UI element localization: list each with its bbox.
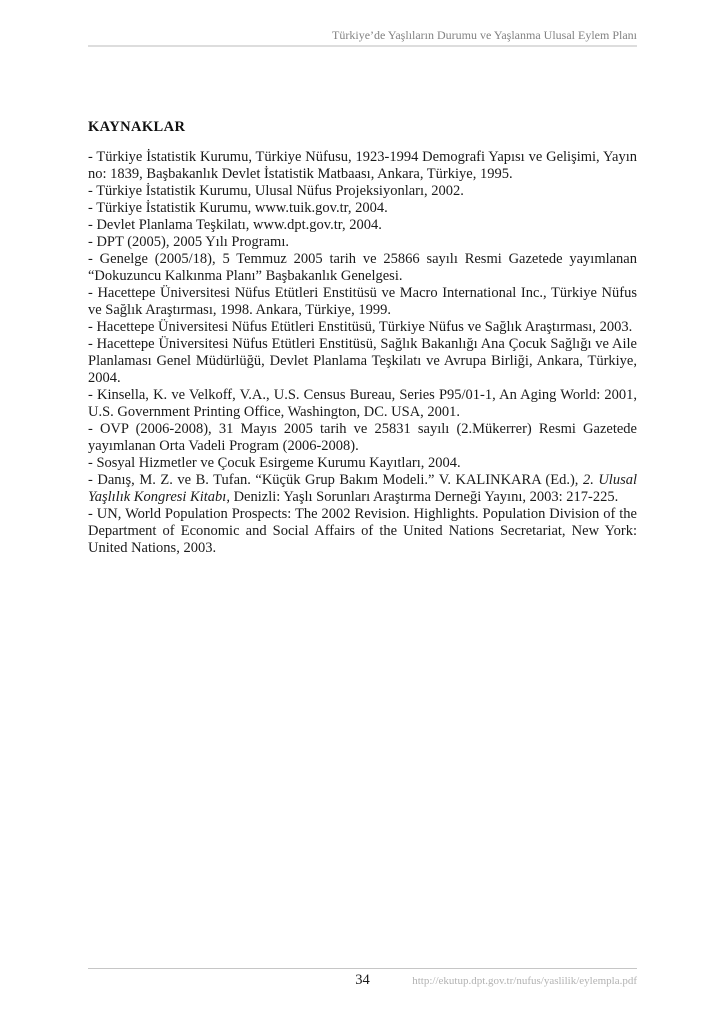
page-header (88, 28, 637, 47)
reference-text: - Hacettepe Üniversitesi Nüfus Etütleri Enstitüsü, Türkiye Nüfus ve Sağlık Araştırması, 2003. (88, 319, 633, 335)
references-section (88, 119, 637, 557)
reference-entry (88, 183, 637, 200)
reference-text-italic: 2. Ulusal Yaşlılık Kongresi Kitabı, (88, 472, 638, 505)
reference-text: - Hacettepe Üniversitesi Nüfus Etütleri Enstitüsü, Sağlık Bakanlığı Ana Çocuk Sağlığı ve Aile Planlaması Genel Müdürlüğü, Devlet Planlama Teşkilatı ve Avrupa Birliği, Ankara, Türkiye, 2004. (88, 336, 637, 386)
reference-entry (88, 421, 637, 455)
reference-entry (88, 200, 637, 217)
reference-entry (88, 387, 637, 421)
reference-text: - Kinsella, K. ve Velkoff, V.A., U.S. Census Bureau, Series P95/01-1, An Aging World: 2001, U.S. Government Printing Office, Washington, DC. USA, 2001. (88, 387, 637, 420)
running-title: Türkiye’de Yaşlıların Durumu ve Yaşlanma Ulusal Eylem Planı (332, 28, 637, 42)
reference-text: Denizli: Yaşlı Sorunları Araştırma Derneği Yayını, 2003: 217-225. (229, 489, 619, 505)
reference-entry (88, 472, 637, 506)
reference-entry (88, 217, 637, 234)
reference-text: - Hacettepe Üniversitesi Nüfus Etütleri Enstitüsü ve Macro International Inc., Türkiye Nüfus ve Sağlık Araştırması, 1998. Ankara, Türkiye, 1999. (88, 285, 637, 318)
source-url: http://ekutup.dpt.gov.tr/nufus/yaslilik/eylempla.pdf (412, 975, 637, 987)
reference-entry (88, 455, 637, 472)
page-footer (88, 968, 637, 989)
reference-text: - Devlet Planlama Teşkilatı, www.dpt.gov.tr, 2004. (88, 217, 382, 233)
reference-text: - Türkiye İstatistik Kurumu, Türkiye Nüfusu, 1923-1994 Demografi Yapısı ve Gelişimi, Yayın no: 1839, Başbakanlık Devlet İstatistik Matbaası, Ankara, Türkiye, 1995. (88, 149, 637, 182)
reference-entry (88, 234, 637, 251)
reference-text: - UN, World Population Prospects: The 2002 Revision. Highlights. Population Division of the Department of Economic and Social Affairs of the United Nations Secretariat, New York: United Nations, 2003. (88, 506, 637, 556)
reference-entry (88, 506, 637, 557)
reference-text: - Türkiye İstatistik Kurumu, www.tuik.gov.tr, 2004. (88, 200, 388, 216)
reference-entry (88, 319, 637, 336)
reference-text: - DPT (2005), 2005 Yılı Programı. (88, 234, 289, 250)
reference-text: - Danış, M. Z. ve B. Tufan. “Küçük Grup Bakım Modeli.” V. KALINKARA (Ed.), (88, 472, 583, 488)
section-title: KAYNAKLAR (88, 119, 186, 135)
reference-text: - OVP (2006-2008), 31 Mayıs 2005 tarih ve 25831 sayılı (2.Mükerrer) Resmi Gazetede yayımlanan Orta Vadeli Program (2006-2008). (88, 421, 637, 454)
page-number: 34 (355, 972, 370, 988)
reference-list (88, 149, 637, 557)
reference-entry (88, 149, 637, 183)
reference-text: - Sosyal Hizmetler ve Çocuk Esirgeme Kurumu Kayıtları, 2004. (88, 455, 461, 471)
reference-text: - Genelge (2005/18), 5 Temmuz 2005 tarih ve 25866 sayılı Resmi Gazetede yayımlanan “Dokuzuncu Kalkınma Planı” Başbakanlık Genelgesi. (88, 251, 637, 284)
reference-entry (88, 336, 637, 387)
reference-text: - Türkiye İstatistik Kurumu, Ulusal Nüfus Projeksiyonları, 2002. (88, 183, 464, 199)
reference-entry (88, 251, 637, 285)
reference-entry (88, 285, 637, 319)
